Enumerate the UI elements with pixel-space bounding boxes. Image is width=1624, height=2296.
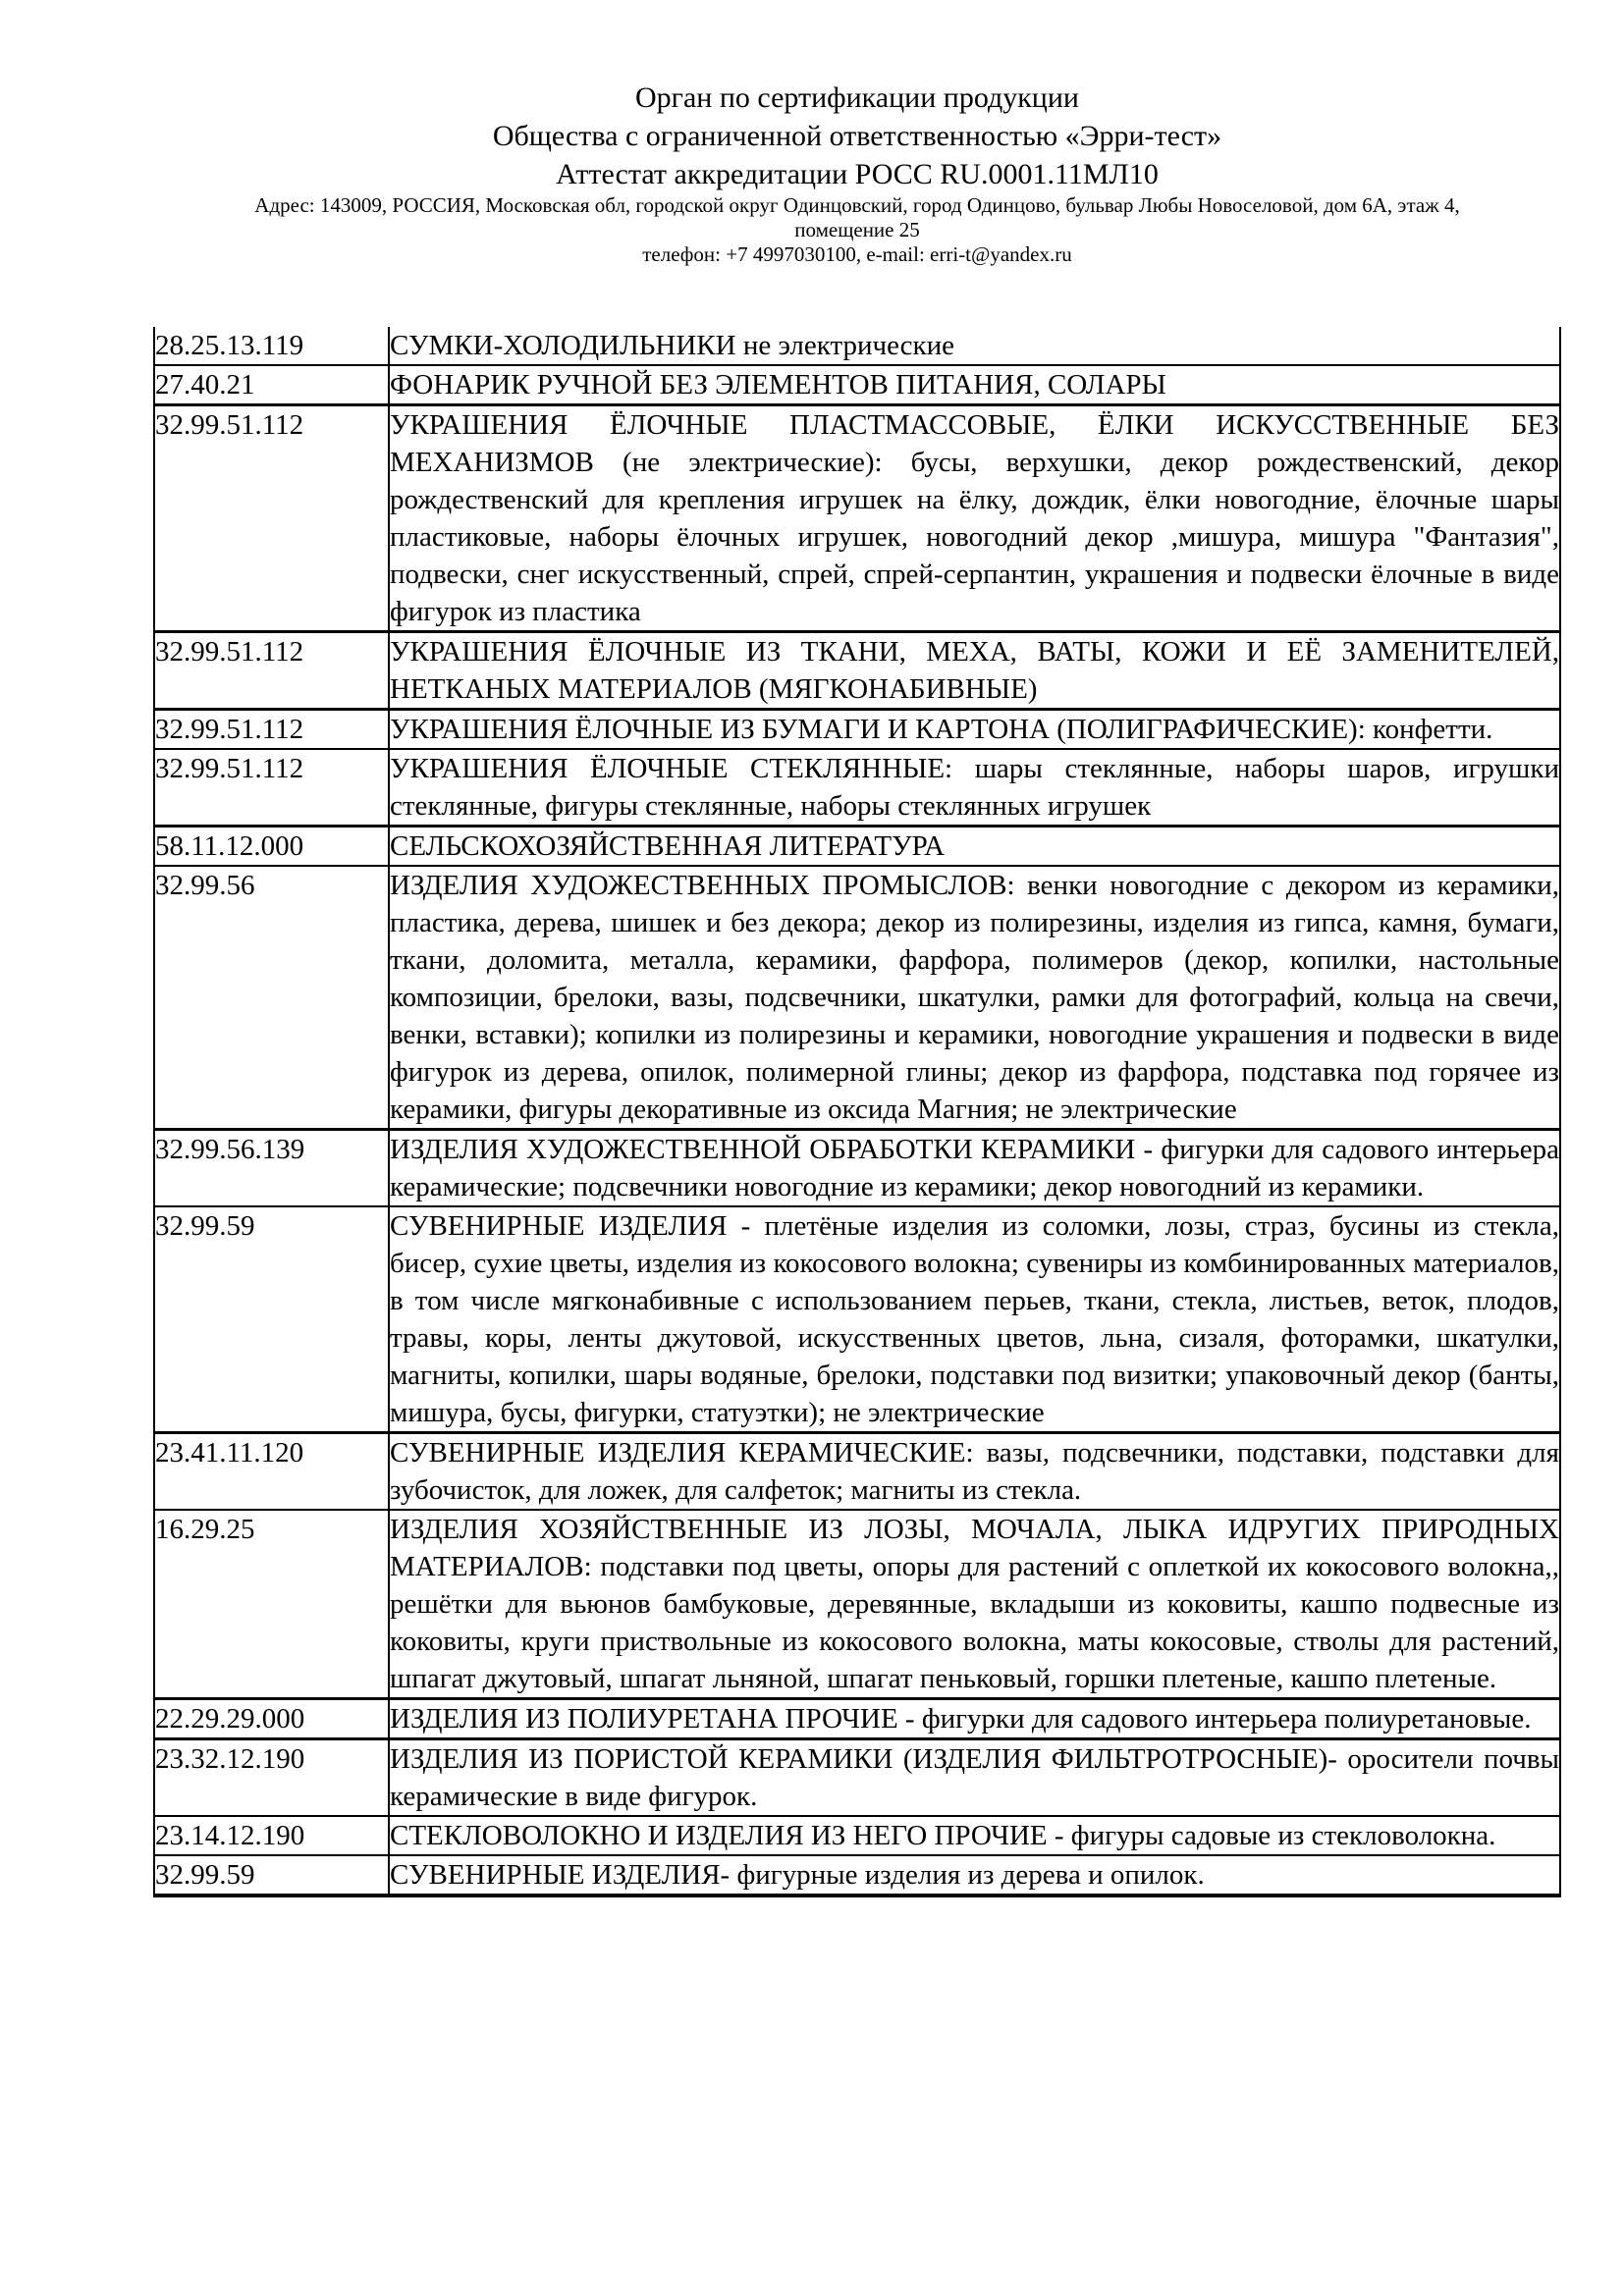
document-header bbox=[153, 79, 1561, 267]
product-table-body bbox=[154, 327, 1560, 1896]
product-description-cell: ИЗДЕЛИЯ ИЗ ПОЛИУРЕТАНА ПРОЧИЕ - фигурки для садового интерьера полиуретановые. bbox=[389, 1699, 1560, 1739]
table-row bbox=[154, 827, 1560, 867]
product-description-cell: ФОНАРИК РУЧНОЙ БЕЗ ЭЛЕМЕНТОВ ПИТАНИЯ, СОЛАРЫ bbox=[389, 365, 1560, 405]
product-code-cell: 32.99.59 bbox=[154, 1206, 389, 1433]
product-description-cell: ИЗДЕЛИЯ ИЗ ПОРИСТОЙ КЕРАМИКИ (ИЗДЕЛИЯ ФИЛЬТРОТРОСНЫЕ)- оросители почвы керамические в виде фигурок. bbox=[389, 1739, 1560, 1817]
table-row bbox=[154, 327, 1560, 365]
address-line1: Адрес: 143009, РОССИЯ, Московская обл, городской округ Одинцовский, город Одинцово, бульвар Любы Новоселовой, дом 6А, этаж 4, bbox=[254, 193, 1460, 217]
product-description-cell: СЕЛЬСКОХОЗЯЙСТВЕННАЯ ЛИТЕРАТУРА bbox=[389, 827, 1560, 867]
product-code-cell: 58.11.12.000 bbox=[154, 827, 389, 867]
product-description-cell: ИЗДЕЛИЯ ХОЗЯЙСТВЕННЫЕ ИЗ ЛОЗЫ, МОЧАЛА, ЛЫКА ИДРУГИХ ПРИРОДНЫХ МАТЕРИАЛОВ: подставки под цветы, опоры для растений с оплеткой их кокосового волокна,, решётки для вьюнов бамбуковые, деревянные, вкладыши из коковиты, кашпо подвесные из коковиты, круги приствольные из кокосового волокна, маты кокосовые, стволы для растений, шпагат джутовый, шпагат льняной, шпагат пеньковый, горшки плетеные, кашпо плетеные. bbox=[389, 1510, 1560, 1699]
product-description-cell: УКРАШЕНИЯ ЁЛОЧНЫЕ ИЗ БУМАГИ И КАРТОНА (ПОЛИГРАФИЧЕСКИЕ): конфетти. bbox=[389, 710, 1560, 750]
address-line2: помещение 25 bbox=[794, 218, 920, 241]
table-row bbox=[154, 1206, 1560, 1433]
product-code-cell: 32.99.51.112 bbox=[154, 632, 389, 710]
product-code-cell: 32.99.56 bbox=[154, 866, 389, 1130]
product-description-cell: УКРАШЕНИЯ ЁЛОЧНЫЕ СТЕКЛЯННЫЕ: шары стеклянные, наборы шаров, игрушки стеклянные, фигуры стеклянные, наборы стеклянных игрушек bbox=[389, 749, 1560, 827]
product-description-cell: ИЗДЕЛИЯ ХУДОЖЕСТВЕННЫХ ПРОМЫСЛОВ: венки новогодние с декором из керамики, пластика, дерева, шишек и без декора; декор из полирезины, изделия из гипса, камня, бумаги, ткани, доломита, металла, керамики, фарфора, полимеров (декор, копилки, настольные композиции, брелоки, вазы, подсвечники, шкатулки, рамки для фотографий, кольца на свечи, венки, вставки); копилки из полирезины и керамики, новогодние украшения и подвески в виде фигурок из дерева, опилок, полимерной глины; декор из фарфора, подставка под горячее из керамики, фигуры декоративные из оксида Магния; не электрические bbox=[389, 866, 1560, 1130]
product-code-cell: 32.99.51.112 bbox=[154, 749, 389, 827]
product-description-cell: УКРАШЕНИЯ ЁЛОЧНЫЕ ИЗ ТКАНИ, МЕХА, ВАТЫ, КОЖИ И ЕЁ ЗАМЕНИТЕЛЕЙ, НЕТКАНЫХ МАТЕРИАЛОВ (МЯГКОНАБИВНЫЕ) bbox=[389, 632, 1560, 710]
product-code-cell: 28.25.13.119 bbox=[154, 327, 389, 365]
product-codes-table bbox=[153, 327, 1561, 1897]
org-title-line1: Орган по сертификации продукции bbox=[635, 81, 1079, 114]
product-description-cell: УКРАШЕНИЯ ЁЛОЧНЫЕ ПЛАСТМАССОВЫЕ, ЁЛКИ ИСКУССТВЕННЫЕ БЕЗ МЕХАНИЗМОВ (не электрические): бусы, верхушки, декор рождественский, декор рождественский для крепления игрушек на ёлку, дождик, ёлки новогодние, ёлочные шары пластиковые, наборы ёлочных игрушек, новогодний декор ,мишура, мишура "Фантазия", подвески, снег искусственный, спрей, спрей-серпантин, украшения и подвески ёлочные в виде фигурок из пластика bbox=[389, 405, 1560, 632]
product-code-cell: 32.99.51.112 bbox=[154, 405, 389, 632]
product-code-cell: 32.99.51.112 bbox=[154, 710, 389, 750]
table-row bbox=[154, 1130, 1560, 1207]
product-code-cell: 27.40.21 bbox=[154, 365, 389, 405]
org-title-line2: Общества с ограниченной ответственностью «Эрри-тест» bbox=[492, 120, 1222, 152]
product-description-cell: СУВЕНИРНЫЕ ИЗДЕЛИЯ КЕРАМИЧЕСКИЕ: вазы, подсвечники, подставки, подставки для зубочисток, для ложек, для салфеток; магниты из стекла. bbox=[389, 1433, 1560, 1511]
table-row bbox=[154, 1510, 1560, 1699]
product-code-cell: 16.29.25 bbox=[154, 1510, 389, 1699]
product-code-cell: 22.29.29.000 bbox=[154, 1699, 389, 1739]
product-description-cell: СТЕКЛОВОЛОКНО И ИЗДЕЛИЯ ИЗ НЕГО ПРОЧИЕ - фигуры садовые из стекловолокна. bbox=[389, 1816, 1560, 1855]
product-code-cell: 23.41.11.120 bbox=[154, 1433, 389, 1511]
product-code-cell: 32.99.56.139 bbox=[154, 1130, 389, 1207]
product-code-cell: 23.14.12.190 bbox=[154, 1816, 389, 1855]
table-row bbox=[154, 749, 1560, 827]
contact-line: телефон: +7 4997030100, e-mail: erri-t@yandex.ru bbox=[642, 242, 1072, 266]
accreditation-line: Аттестат аккредитации РОСС RU.0001.11МЛ10 bbox=[556, 158, 1159, 190]
table-row bbox=[154, 405, 1560, 632]
table-row bbox=[154, 365, 1560, 405]
product-description-cell: СУВЕНИРНЫЕ ИЗДЕЛИЯ - плетёные изделия из соломки, лозы, страз, бусины из стекла, бисер, сухие цветы, изделия из кокосового волокна; сувениры из комбинированных материалов, в том числе мягконабивные с использованием перьев, ткани, стекла, листьев, веток, плодов, травы, коры, ленты джутовой, искусственных цветов, льна, сизаля, фоторамки, шкатулки, магниты, копилки, шары водяные, брелоки, подставки под визитки; упаковочный декор (банты, мишура, бусы, фигурки, статуэтки); не электрические bbox=[389, 1206, 1560, 1433]
table-row bbox=[154, 632, 1560, 710]
table-row bbox=[154, 710, 1560, 750]
table-row bbox=[154, 1739, 1560, 1817]
product-code-cell: 32.99.59 bbox=[154, 1855, 389, 1896]
product-code-cell: 23.32.12.190 bbox=[154, 1739, 389, 1817]
product-description-cell: ИЗДЕЛИЯ ХУДОЖЕСТВЕННОЙ ОБРАБОТКИ КЕРАМИКИ - фигурки для садового интерьера керамические; подсвечники новогодние из керамики; декор новогодний из керамики. bbox=[389, 1130, 1560, 1207]
table-row bbox=[154, 1433, 1560, 1511]
table-row bbox=[154, 1816, 1560, 1855]
table-row bbox=[154, 1699, 1560, 1739]
table-row bbox=[154, 1855, 1560, 1896]
table-row bbox=[154, 866, 1560, 1130]
product-description-cell: СУВЕНИРНЫЕ ИЗДЕЛИЯ- фигурные изделия из дерева и опилок. bbox=[389, 1855, 1560, 1896]
product-description-cell: СУМКИ-ХОЛОДИЛЬНИКИ не электрические bbox=[389, 327, 1560, 365]
